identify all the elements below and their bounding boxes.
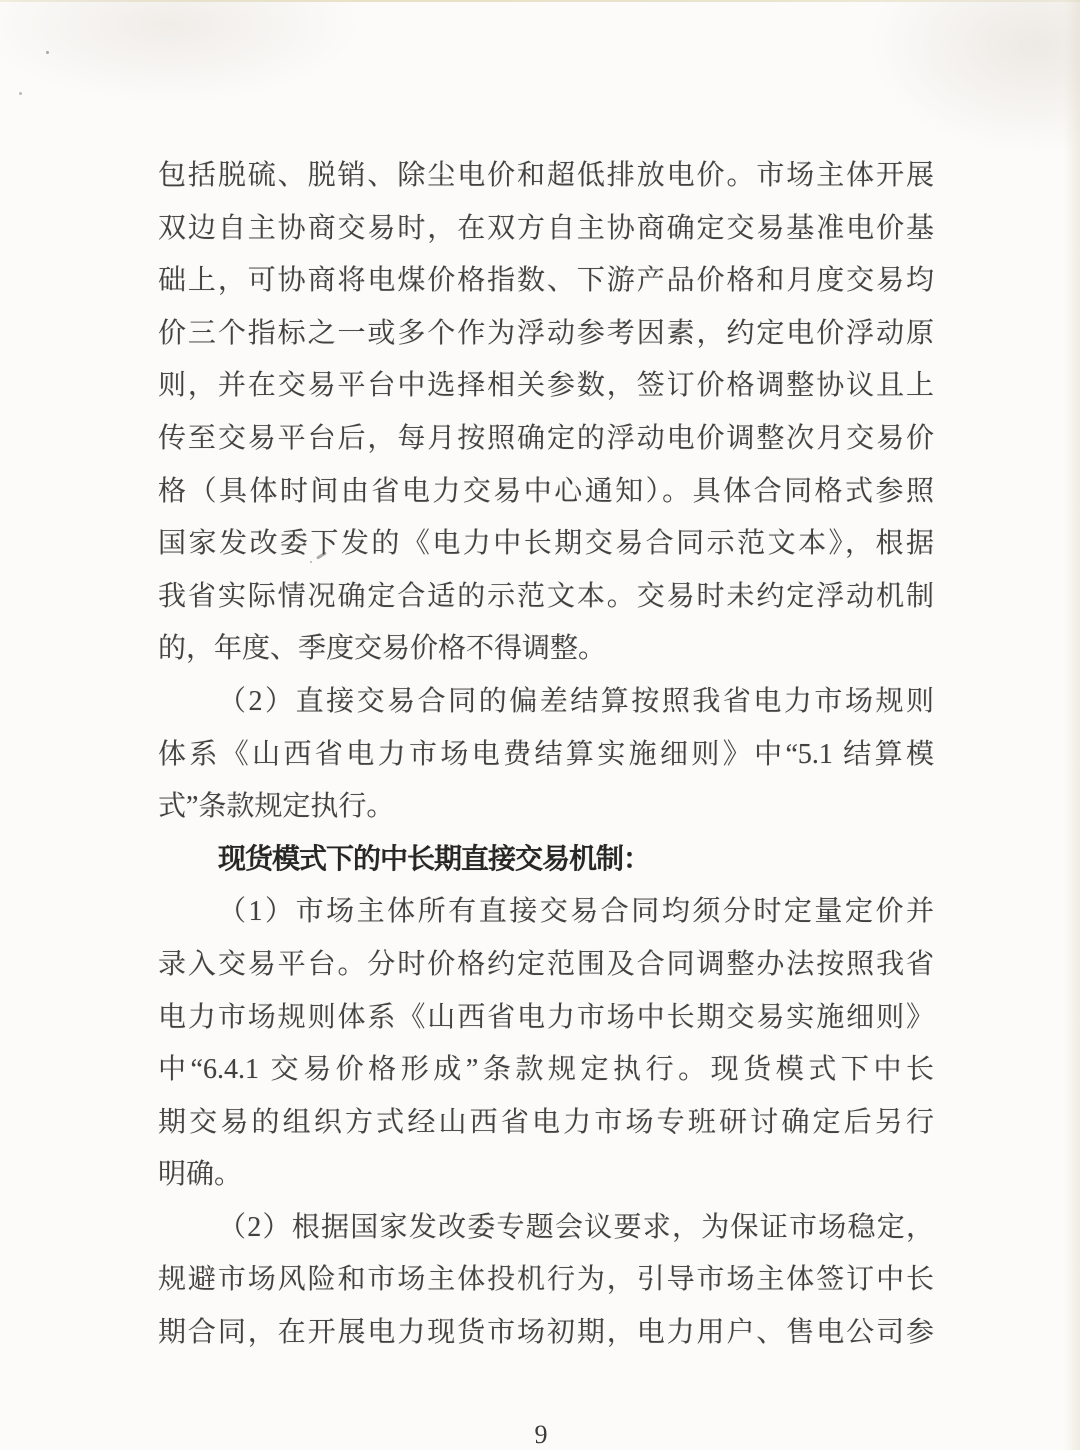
text-line: 中“6.4.1 交易价格形成”条款规定执行。现货模式下中长	[158, 1054, 934, 1086]
text-line: 式”条款规定执行。	[158, 791, 395, 823]
text-line: 础上，可协商将电煤价格指数、下游产品价格和月度交易均	[158, 265, 934, 297]
text-line: 明确。	[158, 1159, 243, 1191]
text-line: 录入交易平台。分时价格约定范围及合同调整办法按照我省	[158, 948, 934, 980]
text-line: 则，并在交易平台中选择相关参数，签订价格调整协议且上	[158, 370, 934, 402]
text-line: 包括脱硫、脱销、除尘电价和超低排放电价。市场主体开展	[158, 160, 934, 191]
text-line: 的，年度、季度交易价格不得调整。	[158, 633, 607, 665]
text-line: 期交易的组织方式经山西省电力市场专班研讨确定后另行	[158, 1106, 934, 1138]
text-line: 传至交易平台后，每月按照确定的浮动电价调整次月交易价	[158, 422, 934, 454]
document-text-block	[158, 150, 934, 1360]
text-line: 双边自主协商交易时，在双方自主协商确定交易基准电价基	[158, 212, 934, 244]
text-line: 我省实际情况确定合适的示范文本。交易时未约定浮动机制	[158, 580, 934, 612]
text-line: （2）根据国家发改委专题会议要求，为保证市场稳定，	[218, 1211, 934, 1243]
scan-speck	[19, 92, 22, 95]
text-line: 电力市场规则体系《山西省电力市场中长期交易实施细则》	[158, 1001, 934, 1033]
text-line: 国家发改委下发的《电力中长期交易合同示范文本》，根据	[158, 528, 934, 560]
scan-speck	[46, 51, 49, 54]
text-line: 规避市场风险和市场主体投机行为，引导市场主体签订中长	[158, 1264, 934, 1296]
text-line: 体系《山西省电力市场电费结算实施细则》中“5.1 结算模	[158, 738, 934, 770]
section-heading-line: 现货模式下的中长期直接交易机制：	[218, 843, 651, 875]
text-line: 期合同，在开展电力现货市场初期，电力用户、售电公司参	[158, 1317, 934, 1349]
text-line: （2）直接交易合同的偏差结算按照我省电力市场规则	[218, 685, 934, 717]
text-line: 格（具体时间由省电力交易中心通知）。具体合同格式参照	[158, 475, 934, 507]
scan-top-edge-artifact	[0, 0, 1080, 2]
text-line: 价三个指标之一或多个作为浮动参考因素，约定电价浮动原	[158, 317, 934, 349]
page-number: 9	[534, 1420, 548, 1449]
text-line: （1）市场主体所有直接交易合同均须分时定量定价并	[218, 896, 934, 928]
